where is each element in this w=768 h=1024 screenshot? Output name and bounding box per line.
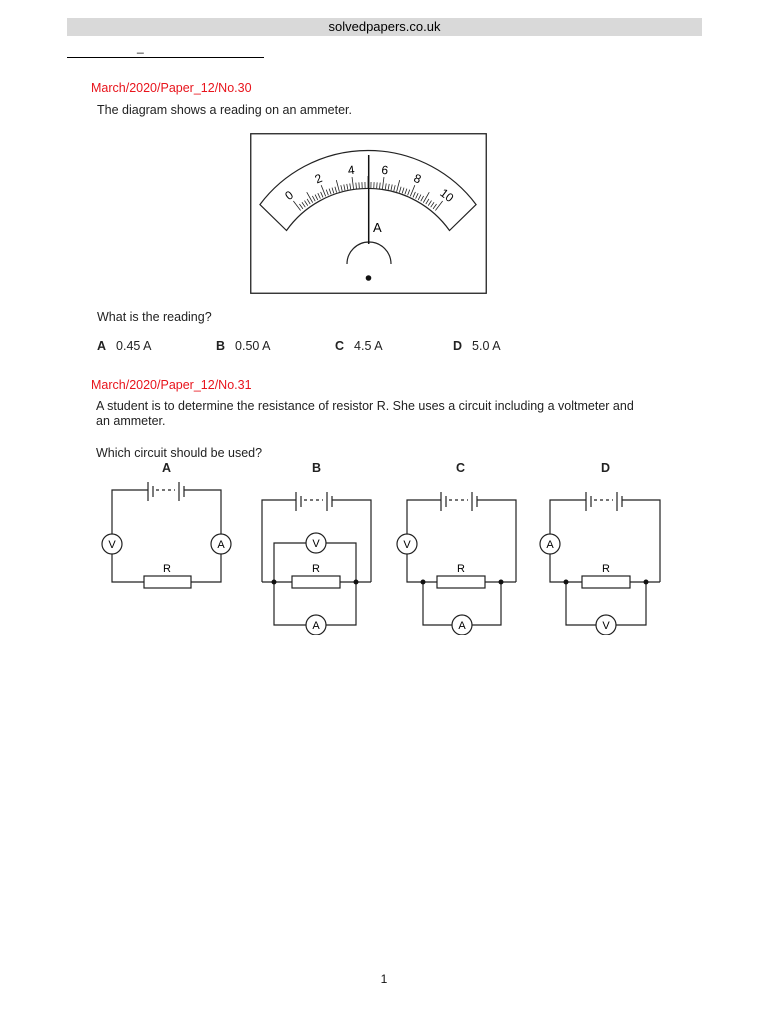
scale-tick bbox=[318, 193, 321, 198]
ammeter-label: A bbox=[458, 620, 466, 632]
scale-tick bbox=[336, 180, 339, 192]
ammeter-diagram bbox=[250, 133, 487, 294]
scale-tick bbox=[341, 185, 342, 191]
scale-tick bbox=[304, 201, 307, 206]
q31-stem-line2: an ammeter. bbox=[96, 414, 166, 428]
scale-tick bbox=[433, 204, 436, 209]
scale-tick bbox=[307, 192, 313, 202]
circuit-label-d[interactable]: D bbox=[601, 461, 611, 475]
scale-tick bbox=[382, 177, 384, 189]
ammeter-label: A bbox=[546, 539, 554, 551]
scale-label-2: 2 bbox=[312, 170, 325, 187]
scale-label-4: 4 bbox=[346, 162, 356, 178]
scale-tick bbox=[405, 189, 407, 195]
scale-tick bbox=[356, 183, 357, 189]
unit-label: A bbox=[373, 220, 382, 235]
dial-scale-labels bbox=[282, 163, 456, 205]
title-mark: _ bbox=[137, 40, 144, 54]
ammeter-label: A bbox=[217, 539, 225, 551]
voltmeter-label: V bbox=[602, 620, 610, 632]
scale-tick bbox=[435, 201, 442, 211]
pivot-dot bbox=[366, 275, 372, 281]
scale-tick bbox=[426, 199, 429, 204]
scale-tick bbox=[428, 201, 431, 206]
voltmeter-label: V bbox=[312, 538, 320, 550]
q30-option-d[interactable]: D 5.0 A bbox=[453, 339, 501, 353]
ammeter-label: A bbox=[312, 620, 320, 632]
scale-label-10: 10 bbox=[437, 185, 457, 205]
q30-reference: March/2020/Paper_12/No.30 bbox=[91, 81, 252, 95]
voltmeter-label: V bbox=[403, 539, 411, 551]
scale-tick bbox=[399, 187, 401, 193]
scale-tick bbox=[307, 199, 310, 204]
page-number: 1 bbox=[380, 972, 388, 986]
scale-label-8: 8 bbox=[411, 170, 424, 187]
circuit-d bbox=[538, 480, 673, 635]
circuit-label-b[interactable]: B bbox=[312, 461, 322, 475]
q30-option-b[interactable]: B 0.50 A bbox=[216, 339, 271, 353]
resistor-label: R bbox=[312, 563, 320, 575]
scale-tick bbox=[380, 183, 381, 189]
scale-tick bbox=[312, 196, 315, 201]
q31-stem-line1: A student is to determine the resistance of resistor R. She uses a circuit including a voltmeter and bbox=[96, 399, 634, 413]
q30-stem: The diagram shows a reading on an ammeter. bbox=[97, 103, 352, 117]
scale-tick bbox=[413, 192, 415, 197]
scale-tick bbox=[326, 190, 328, 196]
scale-tick bbox=[408, 190, 410, 196]
q30-question: What is the reading? bbox=[97, 310, 212, 324]
scale-label-0: 0 bbox=[282, 187, 297, 203]
pivot-arc bbox=[347, 242, 391, 264]
scale-tick bbox=[315, 195, 318, 200]
q31-question: Which circuit should be used? bbox=[96, 446, 263, 460]
scale-tick bbox=[350, 183, 351, 189]
scale-tick bbox=[302, 202, 305, 207]
scale-tick bbox=[385, 183, 386, 189]
resistor-label: R bbox=[457, 563, 465, 575]
scale-tick bbox=[391, 185, 392, 191]
resistor-label: R bbox=[163, 563, 171, 575]
scale-tick bbox=[418, 195, 421, 200]
scale-tick bbox=[299, 204, 302, 209]
q31-reference: March/2020/Paper_12/No.31 bbox=[91, 378, 252, 392]
scale-tick bbox=[397, 180, 400, 192]
scale-tick bbox=[321, 192, 323, 197]
resistor-label: R bbox=[602, 563, 610, 575]
voltmeter-label: V bbox=[108, 539, 116, 551]
scale-tick bbox=[347, 184, 348, 190]
site-header-bar bbox=[67, 18, 702, 36]
scale-tick bbox=[431, 202, 434, 207]
scale-tick bbox=[352, 177, 354, 189]
scale-tick bbox=[402, 188, 404, 194]
scale-tick bbox=[421, 196, 424, 201]
scale-tick bbox=[388, 184, 389, 190]
scale-tick bbox=[344, 185, 345, 191]
scale-tick bbox=[329, 189, 331, 195]
circuit-label-c[interactable]: C bbox=[456, 461, 466, 475]
scale-tick bbox=[293, 201, 300, 211]
scale-label-6: 6 bbox=[380, 162, 390, 178]
circuit-c bbox=[395, 480, 530, 635]
circuit-label-a[interactable]: A bbox=[162, 461, 172, 475]
scale-tick bbox=[332, 188, 334, 194]
title-rule bbox=[67, 57, 264, 58]
site-name: solvedpapers.co.uk bbox=[328, 19, 441, 34]
scale-tick bbox=[394, 185, 395, 191]
q30-option-a[interactable]: A 0.45 A bbox=[97, 339, 152, 353]
scale-tick bbox=[335, 187, 337, 193]
circuit-b bbox=[250, 480, 385, 635]
scale-tick bbox=[423, 192, 429, 202]
circuit-a bbox=[96, 480, 241, 600]
q30-option-c[interactable]: C 4.5 A bbox=[335, 339, 383, 353]
scale-tick bbox=[416, 193, 419, 198]
